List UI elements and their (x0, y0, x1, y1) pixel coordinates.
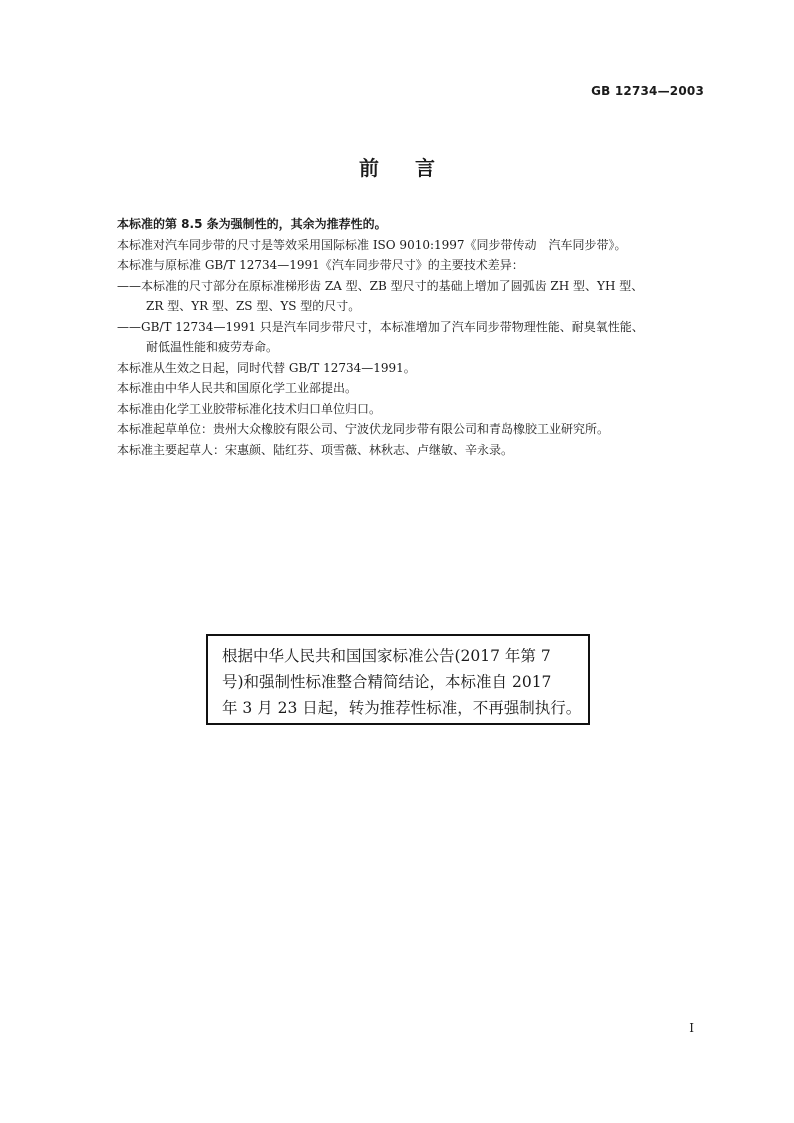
page-title (0, 152, 794, 181)
paragraph-drafting-units: 本标准起草单位：贵州大众橡胶有限公司、宁波伏龙同步带有限公司和青岛橡胶工业研究所。 (117, 422, 610, 436)
difference-item-2: ——GB/T 12734—1991 只是汽车同步带尺寸，本标准增加了汽车同步带物理性能、耐臭氧性能、 (117, 319, 644, 334)
paragraph-centralized-unit: 本标准由化学工业胶带标准化技术归口单位归口。 (117, 401, 382, 416)
mandatory-clause-statement: 本标准的第 8.5 条为强制性的，其余为推荐性的。 (117, 217, 387, 231)
title-char-2: 言 (415, 156, 435, 180)
standard-code: GB 12734—2003 (591, 84, 704, 98)
page-number: I (689, 1021, 694, 1035)
paragraph-proposer: 本标准由中华人民共和国原化学工业部提出。 (117, 381, 358, 395)
difference-item-1-continued: ZR 型、YR 型、ZS 型、YS 型的尺寸。 (146, 299, 361, 313)
title-char-1: 前 (359, 156, 379, 180)
difference-item-2-continued: 耐低温性能和疲劳寿命。 (146, 340, 279, 354)
difference-item-1: ——本标准的尺寸部分在原标准梯形齿 ZA 型、ZB 型尺寸的基础上增加了圆弧齿 ZH 型、YH 型、 (117, 278, 644, 293)
paragraph-drafters: 本标准主要起草人：宋惠颜、陆红芬、项雪薇、林秋志、卢继敏、辛永录。 (117, 442, 514, 457)
paragraph-replacement: 本标准从生效之日起，同时代替 GB/T 12734—1991。 (117, 360, 416, 375)
paragraph-differences-intro: 本标准与原标准 GB/T 12734—1991《汽车同步带尺寸》的主要技术差异： (117, 258, 524, 272)
foreword-body (117, 214, 717, 460)
notice-line: 根据中华人民共和国国家标准公告(2017 年第 7 (222, 647, 551, 665)
notice-line: 年 3 月 23 日起，转为推荐性标准，不再强制执行。 (222, 699, 582, 717)
notice-line: 号)和强制性标准整合精简结论，本标准自 2017 (222, 673, 552, 691)
status-change-notice (206, 634, 590, 725)
paragraph-iso-adoption: 本标准对汽车同步带的尺寸是等效采用国际标准 ISO 9010:1997《同步带传动 汽车同步带》。 (117, 237, 627, 252)
